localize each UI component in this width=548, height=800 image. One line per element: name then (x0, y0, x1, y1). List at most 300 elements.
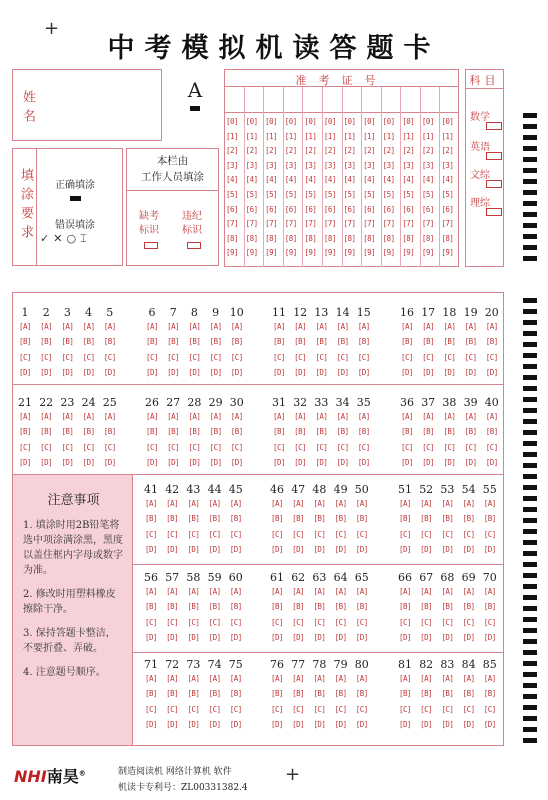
answer-option-bubble[interactable]: [B] (355, 689, 368, 699)
answer-option-bubble[interactable]: [A] (208, 674, 221, 683)
exam-id-digit-bubble[interactable]: [1] (421, 131, 434, 141)
answer-option-bubble[interactable]: [C] (420, 617, 433, 627)
exam-id-digit-bubble[interactable]: [1] (245, 131, 258, 141)
exam-id-digit-bubble[interactable]: [1] (323, 131, 336, 141)
exam-id-digit-bubble[interactable]: [4] (363, 175, 376, 185)
exam-id-digit-bubble[interactable]: [8] (402, 233, 415, 243)
answer-option-bubble[interactable]: [B] (441, 689, 454, 699)
subject-liberal-arts[interactable]: 文综 (470, 170, 490, 181)
exam-id-digit-bubble[interactable]: [9] (382, 248, 395, 258)
answer-option-bubble[interactable]: [C] (420, 704, 433, 714)
answer-option-bubble[interactable]: [D] (462, 720, 475, 730)
exam-id-digit-bubble[interactable]: [5] (245, 190, 258, 199)
answer-option-bubble[interactable]: [D] (187, 720, 200, 730)
answer-option-bubble[interactable]: [D] (270, 545, 284, 555)
answer-option-bubble[interactable]: [D] (187, 633, 200, 643)
answer-option-bubble[interactable]: [D] (61, 368, 74, 378)
answer-option-bubble[interactable]: [C] (464, 442, 477, 452)
exam-id-digit-bubble[interactable]: [6] (441, 204, 454, 214)
answer-option-bubble[interactable]: [D] (166, 633, 179, 643)
answer-option-bubble[interactable]: [A] (441, 499, 454, 508)
answer-option-bubble[interactable]: [C] (422, 442, 435, 452)
answer-option-bubble[interactable]: [C] (166, 529, 179, 539)
answer-option-bubble[interactable]: [A] (464, 322, 477, 331)
answer-option-bubble[interactable]: [B] (355, 514, 368, 524)
answer-option-bubble[interactable]: [A] (40, 412, 53, 421)
exam-id-digit-bubble[interactable]: [9] (441, 248, 454, 258)
answer-option-bubble[interactable]: [D] (464, 368, 477, 378)
answer-option-bubble[interactable]: [B] (209, 427, 222, 437)
exam-id-digit-bubble[interactable]: [4] (441, 175, 454, 185)
answer-option-bubble[interactable]: [A] (145, 322, 159, 331)
answer-option-bubble[interactable]: [C] (18, 442, 32, 452)
exam-id-digit-bubble[interactable]: [3] (245, 160, 258, 170)
exam-id-digit-bubble[interactable]: [4] (245, 175, 258, 185)
exam-id-digit-bubble[interactable]: [1] (226, 131, 239, 141)
answer-option-bubble[interactable]: [A] (61, 322, 74, 331)
answer-option-bubble[interactable]: [C] (355, 704, 368, 714)
answer-option-bubble[interactable]: [C] (144, 704, 158, 714)
answer-option-bubble[interactable]: [D] (336, 458, 349, 468)
answer-option-bubble[interactable]: [D] (355, 633, 368, 643)
answer-option-bubble[interactable]: [D] (294, 458, 307, 468)
answer-option-bubble[interactable]: [C] (315, 442, 328, 452)
answer-option-bubble[interactable]: [A] (313, 587, 326, 596)
answer-option-bubble[interactable]: [B] (355, 602, 368, 612)
exam-id-digit-bubble[interactable]: [9] (245, 248, 258, 258)
answer-option-bubble[interactable]: [A] (441, 587, 454, 596)
exam-id-digit-bubble[interactable]: [8] (382, 233, 395, 243)
exam-id-digit-bubble[interactable]: [1] (382, 131, 395, 141)
answer-option-bubble[interactable]: [C] (398, 704, 412, 714)
exam-id-digit-bubble[interactable]: [0] (265, 117, 278, 126)
answer-option-bubble[interactable]: [A] (229, 499, 242, 508)
answer-option-bubble[interactable]: [A] (485, 412, 498, 421)
answer-option-bubble[interactable]: [C] (292, 704, 305, 714)
exam-id-digit-bubble[interactable]: [9] (323, 248, 336, 258)
answer-option-bubble[interactable]: [B] (422, 427, 435, 437)
answer-option-bubble[interactable]: [C] (230, 352, 243, 362)
exam-id-digit-bubble[interactable]: [7] (226, 219, 239, 229)
answer-option-bubble[interactable]: [C] (398, 617, 412, 627)
answer-option-bubble[interactable]: [C] (441, 617, 454, 627)
exam-id-digit-bubble[interactable]: [5] (284, 190, 297, 199)
answer-option-bubble[interactable]: [B] (398, 514, 412, 524)
answer-option-bubble[interactable]: [C] (40, 442, 53, 452)
answer-option-bubble[interactable]: [C] (61, 352, 74, 362)
exam-id-digit-bubble[interactable]: [6] (382, 204, 395, 214)
answer-option-bubble[interactable]: [A] (355, 499, 368, 508)
answer-option-bubble[interactable]: [B] (462, 514, 475, 524)
answer-option-bubble[interactable]: [A] (166, 674, 179, 683)
answer-option-bubble[interactable]: [B] (144, 602, 158, 612)
exam-id-digit-bubble[interactable]: [3] (382, 160, 395, 170)
answer-option-bubble[interactable]: [B] (334, 689, 347, 699)
answer-option-bubble[interactable]: [D] (188, 368, 201, 378)
exam-id-digit-bubble[interactable]: [6] (304, 204, 317, 214)
answer-option-bubble[interactable]: [C] (270, 704, 284, 714)
exam-id-digit-bubble[interactable]: [7] (284, 219, 297, 229)
answer-option-bubble[interactable]: [A] (336, 322, 349, 331)
exam-id-digit-bubble[interactable]: [3] (421, 160, 434, 170)
answer-option-bubble[interactable]: [C] (483, 704, 496, 714)
answer-option-bubble[interactable]: [A] (167, 322, 180, 331)
answer-option-bubble[interactable]: [B] (462, 602, 475, 612)
exam-id-digit-bubble[interactable]: [8] (323, 233, 336, 243)
answer-option-bubble[interactable]: [D] (483, 720, 496, 730)
answer-option-bubble[interactable]: [B] (144, 689, 158, 699)
answer-option-bubble[interactable]: [B] (400, 337, 414, 347)
answer-option-bubble[interactable]: [D] (313, 720, 326, 730)
answer-option-bubble[interactable]: [D] (420, 545, 433, 555)
answer-option-bubble[interactable]: [A] (334, 499, 347, 508)
answer-option-bubble[interactable]: [B] (270, 602, 284, 612)
answer-option-bubble[interactable]: [C] (82, 442, 95, 452)
answer-option-bubble[interactable]: [D] (313, 545, 326, 555)
exam-id-digit-bubble[interactable]: [5] (402, 190, 415, 199)
exam-id-digit-bubble[interactable]: [3] (363, 160, 376, 170)
answer-option-bubble[interactable]: [B] (208, 602, 221, 612)
answer-option-bubble[interactable]: [B] (357, 427, 370, 437)
exam-id-digit-bubble[interactable]: [7] (363, 219, 376, 229)
violation-bubble[interactable] (187, 242, 201, 249)
answer-option-bubble[interactable]: [B] (229, 602, 242, 612)
answer-option-bubble[interactable]: [B] (230, 337, 243, 347)
answer-option-bubble[interactable]: [C] (355, 529, 368, 539)
answer-option-bubble[interactable]: [D] (40, 458, 53, 468)
answer-option-bubble[interactable]: [A] (483, 674, 496, 683)
exam-id-digit-bubble[interactable]: [4] (304, 175, 317, 185)
answer-option-bubble[interactable]: [B] (483, 602, 496, 612)
answer-option-bubble[interactable]: [A] (336, 412, 349, 421)
answer-option-bubble[interactable]: [D] (483, 633, 496, 643)
answer-option-bubble[interactable]: [B] (82, 427, 95, 437)
exam-id-digit-bubble[interactable]: [6] (421, 204, 434, 214)
answer-option-bubble[interactable]: [D] (270, 633, 284, 643)
answer-option-bubble[interactable]: [D] (209, 368, 222, 378)
exam-id-digit-bubble[interactable]: [6] (226, 204, 239, 214)
answer-option-bubble[interactable]: [D] (315, 368, 328, 378)
answer-option-bubble[interactable]: [C] (40, 352, 53, 362)
answer-option-bubble[interactable]: [C] (334, 529, 347, 539)
answer-option-bubble[interactable]: [B] (208, 689, 221, 699)
answer-option-bubble[interactable]: [C] (422, 352, 435, 362)
answer-option-bubble[interactable]: [A] (398, 499, 412, 508)
answer-option-bubble[interactable]: [B] (336, 337, 349, 347)
answer-option-bubble[interactable]: [D] (292, 720, 305, 730)
exam-id-digit-bubble[interactable]: [2] (265, 146, 278, 156)
answer-option-bubble[interactable]: [C] (313, 617, 326, 627)
answer-option-bubble[interactable]: [B] (292, 689, 305, 699)
answer-option-bubble[interactable]: [B] (18, 427, 32, 437)
answer-option-bubble[interactable]: [B] (61, 427, 74, 437)
answer-option-bubble[interactable]: [C] (313, 529, 326, 539)
answer-option-bubble[interactable]: [C] (208, 617, 221, 627)
answer-option-bubble[interactable]: [A] (18, 412, 32, 421)
answer-option-bubble[interactable]: [B] (167, 337, 180, 347)
exam-id-digit-bubble[interactable]: [3] (265, 160, 278, 170)
answer-option-bubble[interactable]: [B] (229, 689, 242, 699)
answer-option-bubble[interactable]: [A] (187, 587, 200, 596)
exam-id-digit-bubble[interactable]: [1] (402, 131, 415, 141)
answer-option-bubble[interactable]: [C] (272, 352, 286, 362)
answer-option-bubble[interactable]: [B] (103, 427, 116, 437)
answer-option-bubble[interactable]: [D] (61, 458, 74, 468)
answer-option-bubble[interactable]: [A] (315, 412, 328, 421)
exam-id-digit-bubble[interactable]: [4] (265, 175, 278, 185)
answer-option-bubble[interactable]: [A] (334, 674, 347, 683)
answer-option-bubble[interactable]: [A] (229, 587, 242, 596)
answer-option-bubble[interactable]: [D] (422, 458, 435, 468)
answer-option-bubble[interactable]: [D] (188, 458, 201, 468)
answer-option-bubble[interactable]: [A] (188, 322, 201, 331)
exam-id-digit-bubble[interactable]: [0] (441, 117, 454, 126)
answer-option-bubble[interactable]: [B] (270, 514, 284, 524)
answer-option-bubble[interactable]: [A] (420, 674, 433, 683)
exam-id-digit-bubble[interactable]: [7] (245, 219, 258, 229)
answer-option-bubble[interactable]: [D] (103, 458, 116, 468)
exam-id-digit-bubble[interactable]: [2] (245, 146, 258, 156)
answer-option-bubble[interactable]: [A] (355, 587, 368, 596)
exam-id-digit-bubble[interactable]: [7] (402, 219, 415, 229)
exam-id-digit-bubble[interactable]: [2] (421, 146, 434, 156)
subject-science-bubble[interactable] (486, 208, 502, 216)
exam-id-digit-bubble[interactable]: [0] (421, 117, 434, 126)
exam-id-digit-bubble[interactable]: [5] (226, 190, 239, 199)
exam-id-digit-bubble[interactable]: [0] (284, 117, 297, 126)
exam-id-digit-bubble[interactable]: [3] (304, 160, 317, 170)
answer-option-bubble[interactable]: [A] (398, 587, 412, 596)
exam-id-digit-bubble[interactable]: [3] (284, 160, 297, 170)
answer-option-bubble[interactable]: [C] (187, 529, 200, 539)
answer-option-bubble[interactable]: [C] (400, 442, 414, 452)
exam-id-digit-bubble[interactable]: [6] (323, 204, 336, 214)
exam-id-digit-bubble[interactable]: [5] (421, 190, 434, 199)
answer-option-bubble[interactable]: [A] (422, 322, 435, 331)
answer-option-bubble[interactable]: [C] (292, 529, 305, 539)
answer-option-bubble[interactable]: [C] (400, 352, 414, 362)
answer-option-bubble[interactable]: [A] (166, 499, 179, 508)
answer-option-bubble[interactable]: [A] (144, 587, 158, 596)
exam-id-digit-bubble[interactable]: [0] (323, 117, 336, 126)
answer-option-bubble[interactable]: [C] (294, 442, 307, 452)
answer-option-bubble[interactable]: [C] (18, 352, 32, 362)
exam-id-digit-bubble[interactable]: [5] (363, 190, 376, 199)
answer-option-bubble[interactable]: [A] (209, 322, 222, 331)
answer-option-bubble[interactable]: [A] (441, 674, 454, 683)
answer-option-bubble[interactable]: [B] (398, 602, 412, 612)
exam-id-digit-bubble[interactable]: [9] (421, 248, 434, 258)
answer-option-bubble[interactable]: [C] (334, 704, 347, 714)
answer-option-bubble[interactable]: [A] (398, 674, 412, 683)
answer-option-bubble[interactable]: [B] (229, 514, 242, 524)
exam-id-digit-bubble[interactable]: [2] (284, 146, 297, 156)
answer-option-bubble[interactable]: [C] (167, 442, 180, 452)
answer-option-bubble[interactable]: [D] (443, 368, 456, 378)
exam-id-digit-bubble[interactable]: [3] (402, 160, 415, 170)
answer-option-bubble[interactable]: [A] (462, 587, 475, 596)
answer-option-bubble[interactable]: [D] (18, 458, 32, 468)
exam-id-digit-bubble[interactable]: [9] (226, 248, 239, 258)
answer-option-bubble[interactable]: [C] (443, 352, 456, 362)
answer-option-bubble[interactable]: [A] (229, 674, 242, 683)
answer-option-bubble[interactable]: [B] (485, 427, 498, 437)
exam-id-digit-bubble[interactable]: [3] (441, 160, 454, 170)
subject-science[interactable]: 理综 (470, 198, 490, 209)
answer-option-bubble[interactable]: [D] (464, 458, 477, 468)
answer-option-bubble[interactable]: [D] (229, 545, 242, 555)
answer-option-bubble[interactable]: [D] (400, 458, 414, 468)
answer-option-bubble[interactable]: [B] (294, 427, 307, 437)
exam-id-digit-bubble[interactable]: [8] (265, 233, 278, 243)
answer-option-bubble[interactable]: [D] (336, 368, 349, 378)
answer-option-bubble[interactable]: [B] (294, 337, 307, 347)
answer-option-bubble[interactable]: [A] (18, 322, 32, 331)
answer-option-bubble[interactable]: [B] (357, 337, 370, 347)
answer-option-bubble[interactable]: [B] (188, 427, 201, 437)
answer-option-bubble[interactable]: [B] (315, 337, 328, 347)
answer-option-bubble[interactable]: [D] (208, 545, 221, 555)
answer-option-bubble[interactable]: [D] (420, 633, 433, 643)
answer-option-bubble[interactable]: [D] (398, 633, 412, 643)
exam-id-digit-bubble[interactable]: [4] (323, 175, 336, 185)
exam-id-digit-bubble[interactable]: [0] (304, 117, 317, 126)
answer-option-bubble[interactable]: [B] (313, 689, 326, 699)
answer-option-bubble[interactable]: [D] (229, 633, 242, 643)
answer-option-bubble[interactable]: [A] (443, 322, 456, 331)
answer-option-bubble[interactable]: [D] (208, 633, 221, 643)
answer-option-bubble[interactable]: [A] (82, 412, 95, 421)
exam-id-digit-bubble[interactable]: [2] (226, 146, 239, 156)
exam-id-digit-bubble[interactable]: [8] (284, 233, 297, 243)
answer-option-bubble[interactable]: [B] (292, 602, 305, 612)
answer-option-bubble[interactable]: [D] (357, 458, 370, 468)
answer-option-bubble[interactable]: [D] (422, 368, 435, 378)
answer-option-bubble[interactable]: [D] (208, 720, 221, 730)
answer-option-bubble[interactable]: [A] (315, 322, 328, 331)
answer-option-bubble[interactable]: [B] (270, 689, 284, 699)
answer-option-bubble[interactable]: [B] (422, 337, 435, 347)
exam-id-digit-bubble[interactable]: [0] (245, 117, 258, 126)
answer-option-bubble[interactable]: [C] (485, 352, 498, 362)
answer-option-bubble[interactable]: [C] (292, 617, 305, 627)
answer-option-bubble[interactable]: [C] (441, 704, 454, 714)
answer-option-bubble[interactable]: [D] (485, 368, 498, 378)
answer-option-bubble[interactable]: [D] (441, 720, 454, 730)
answer-option-bubble[interactable]: [A] (188, 412, 201, 421)
exam-id-digit-bubble[interactable]: [7] (323, 219, 336, 229)
answer-option-bubble[interactable]: [B] (443, 337, 456, 347)
answer-option-bubble[interactable]: [A] (144, 674, 158, 683)
answer-option-bubble[interactable]: [B] (188, 337, 201, 347)
exam-id-digit-bubble[interactable]: [3] (343, 160, 356, 170)
exam-id-digit-bubble[interactable]: [5] (382, 190, 395, 199)
exam-id-digit-bubble[interactable]: [2] (343, 146, 356, 156)
answer-option-bubble[interactable]: [D] (144, 720, 158, 730)
exam-id-digit-bubble[interactable]: [4] (382, 175, 395, 185)
answer-option-bubble[interactable]: [D] (355, 545, 368, 555)
exam-id-digit-bubble[interactable]: [2] (441, 146, 454, 156)
answer-option-bubble[interactable]: [C] (334, 617, 347, 627)
answer-option-bubble[interactable]: [C] (483, 529, 496, 539)
exam-id-digit-bubble[interactable]: [9] (265, 248, 278, 258)
answer-option-bubble[interactable]: [A] (292, 587, 305, 596)
answer-option-bubble[interactable]: [B] (400, 427, 414, 437)
answer-option-bubble[interactable]: [B] (272, 427, 286, 437)
answer-option-bubble[interactable]: [B] (441, 602, 454, 612)
answer-option-bubble[interactable]: [D] (82, 368, 95, 378)
answer-option-bubble[interactable]: [B] (166, 602, 179, 612)
answer-option-bubble[interactable]: [A] (208, 499, 221, 508)
exam-id-digit-bubble[interactable]: [0] (343, 117, 356, 126)
answer-option-bubble[interactable]: [A] (167, 412, 180, 421)
answer-option-bubble[interactable]: [C] (357, 442, 370, 452)
answer-option-bubble[interactable]: [B] (167, 427, 180, 437)
exam-id-digit-bubble[interactable]: [9] (284, 248, 297, 258)
answer-option-bubble[interactable]: [D] (355, 720, 368, 730)
answer-option-bubble[interactable]: [A] (483, 499, 496, 508)
exam-id-digit-bubble[interactable]: [4] (284, 175, 297, 185)
answer-option-bubble[interactable]: [A] (355, 674, 368, 683)
answer-option-bubble[interactable]: [A] (103, 322, 116, 331)
answer-option-bubble[interactable]: [D] (315, 458, 328, 468)
exam-id-digit-bubble[interactable]: [6] (343, 204, 356, 214)
exam-id-digit-bubble[interactable]: [9] (343, 248, 356, 258)
answer-option-bubble[interactable]: [D] (40, 368, 53, 378)
answer-option-bubble[interactable]: [A] (462, 499, 475, 508)
answer-option-bubble[interactable]: [A] (270, 674, 284, 683)
answer-option-bubble[interactable]: [D] (145, 458, 159, 468)
exam-id-digit-bubble[interactable]: [6] (402, 204, 415, 214)
answer-option-bubble[interactable]: [A] (40, 322, 53, 331)
answer-option-bubble[interactable]: [C] (270, 617, 284, 627)
answer-option-bubble[interactable]: [C] (272, 442, 286, 452)
answer-option-bubble[interactable]: [B] (334, 602, 347, 612)
subject-english-bubble[interactable] (486, 152, 502, 160)
answer-option-bubble[interactable]: [C] (230, 442, 243, 452)
exam-id-digit-bubble[interactable]: [5] (441, 190, 454, 199)
paper-type-mark[interactable] (190, 106, 200, 111)
answer-option-bubble[interactable]: [B] (82, 337, 95, 347)
exam-id-digit-bubble[interactable]: [0] (226, 117, 239, 126)
answer-option-bubble[interactable]: [D] (357, 368, 370, 378)
answer-option-bubble[interactable]: [C] (144, 529, 158, 539)
answer-option-bubble[interactable]: [A] (292, 499, 305, 508)
answer-option-bubble[interactable]: [C] (188, 352, 201, 362)
answer-option-bubble[interactable]: [C] (420, 529, 433, 539)
exam-id-digit-bubble[interactable]: [7] (265, 219, 278, 229)
exam-id-digit-bubble[interactable]: [9] (304, 248, 317, 258)
answer-option-bubble[interactable]: [B] (209, 337, 222, 347)
exam-id-digit-bubble[interactable]: [8] (421, 233, 434, 243)
answer-option-bubble[interactable]: [A] (209, 412, 222, 421)
answer-option-bubble[interactable]: [A] (144, 499, 158, 508)
answer-option-bubble[interactable]: [B] (483, 514, 496, 524)
answer-option-bubble[interactable]: [B] (272, 337, 286, 347)
answer-option-bubble[interactable]: [A] (313, 674, 326, 683)
answer-option-bubble[interactable]: [B] (441, 514, 454, 524)
answer-option-bubble[interactable]: [B] (230, 427, 243, 437)
exam-id-digit-bubble[interactable]: [8] (363, 233, 376, 243)
absent-bubble[interactable] (144, 242, 158, 249)
answer-option-bubble[interactable]: [C] (144, 617, 158, 627)
answer-option-bubble[interactable]: [D] (187, 545, 200, 555)
answer-option-bubble[interactable]: [A] (292, 674, 305, 683)
answer-option-bubble[interactable]: [D] (462, 545, 475, 555)
exam-id-digit-bubble[interactable]: [5] (265, 190, 278, 199)
exam-id-digit-bubble[interactable]: [8] (304, 233, 317, 243)
answer-option-bubble[interactable]: [D] (400, 368, 414, 378)
